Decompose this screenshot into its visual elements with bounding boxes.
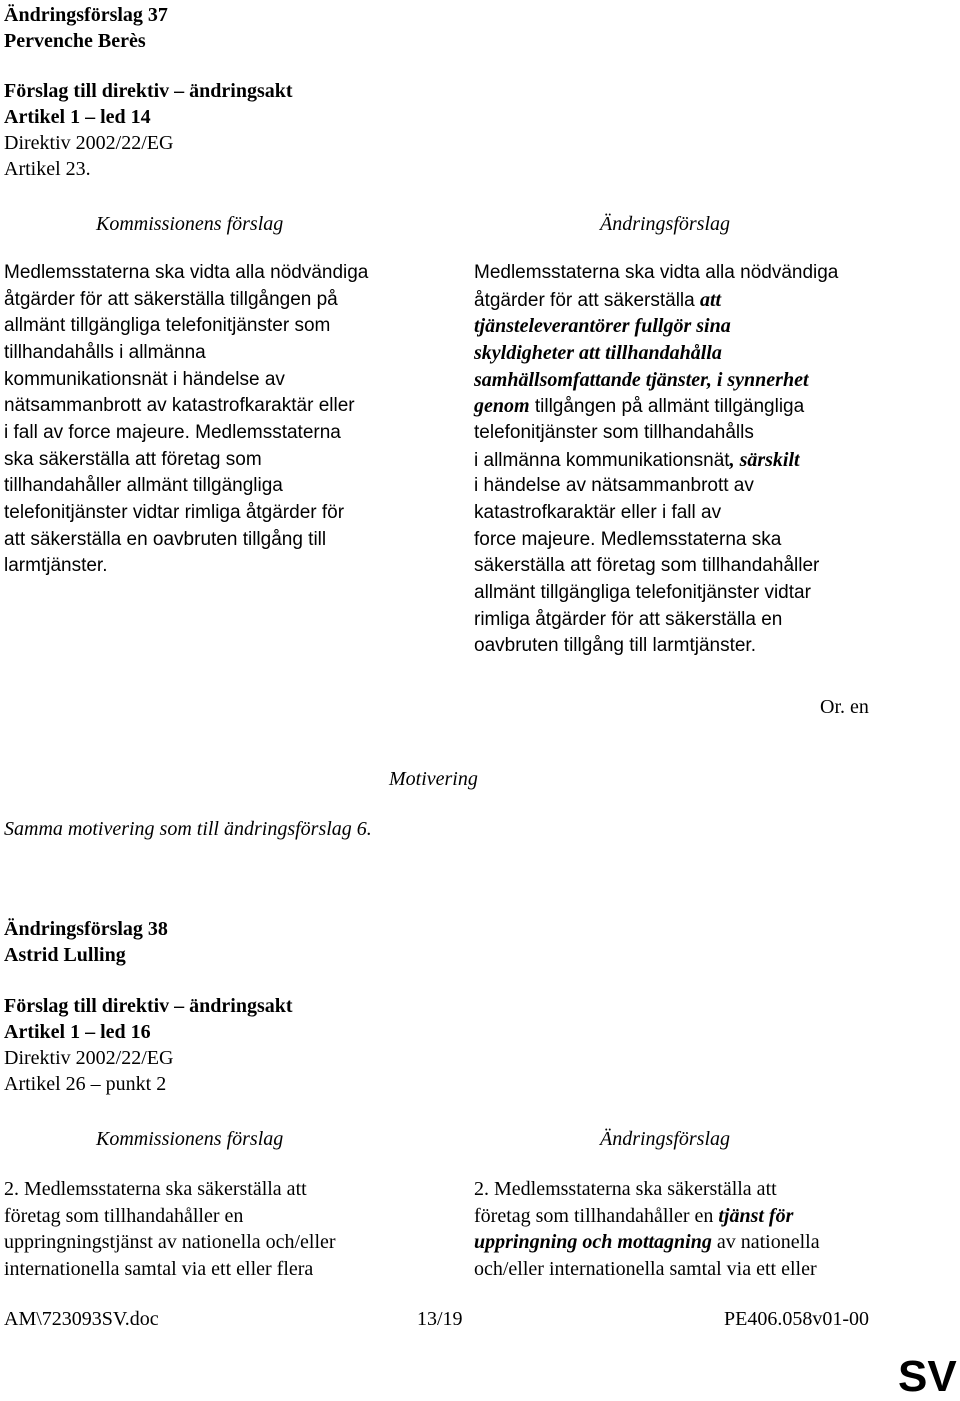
text-line: Medlemsstaterna ska vidta alla nödvändiga (474, 262, 839, 283)
text-line: allmänt tillgängliga telefonitjänster vidtar (474, 582, 811, 603)
text-line: säkerställa att företag som tillhandahåller (474, 555, 820, 576)
reference-line: Artikel 1 – led 14 (4, 106, 151, 128)
text-line: nätsammanbrott av katastrofkaraktär eller (4, 395, 355, 416)
reference-line: Artikel 26 – punkt 2 (4, 1073, 167, 1095)
amended-text: genom (474, 395, 530, 417)
text-segment: tillgången på allmänt tillgängliga (529, 396, 805, 417)
column-heading-amendment: Ändringsförslag (600, 1128, 731, 1150)
text-line: och/eller internationella samtal via ett eller (474, 1258, 817, 1280)
pe-reference: PE406.058v01-00 (724, 1308, 869, 1330)
text-line: tillhandahåller allmänt tillgängliga (4, 475, 283, 496)
amendment-author: Astrid Lulling (4, 944, 126, 966)
justification-text: Samma motivering som till ändringsförslag 6. (4, 818, 372, 840)
text-line: larmtjänster. (4, 555, 108, 576)
amended-text: att (700, 289, 722, 311)
amendment-title: Ändringsförslag 37 (4, 4, 168, 26)
page-number: 13/19 (417, 1308, 463, 1330)
amended-text: tjänsteleverantörer fullgör sina (474, 315, 731, 337)
reference-line: Direktiv 2002/22/EG (4, 132, 174, 154)
text-segment: åtgärder för att säkerställa (474, 290, 700, 311)
text-line: 2. Medlemsstaterna ska säkerställa att (4, 1178, 307, 1200)
text-line: i händelse av nätsammanbrott av (474, 475, 754, 496)
amendment-author: Pervenche Berès (4, 30, 146, 52)
text-line: att säkerställa en oavbruten tillgång till (4, 529, 327, 550)
text-line: katastrofkaraktär eller i fall av (474, 502, 722, 523)
reference-line: Artikel 23. (4, 158, 91, 180)
text-line: telefonitjänster som tillhandahålls (474, 422, 754, 443)
text-line (474, 287, 721, 314)
text-line: åtgärder för att säkerställa tillgången på (4, 289, 338, 310)
justification-heading: Motivering (389, 768, 478, 790)
text-line: tillhandahålls i allmänna (4, 342, 206, 363)
amended-text: samhällsomfattande tjänster, i synnerhet (474, 369, 809, 391)
text-line: oavbruten tillgång till larmtjänster. (474, 635, 756, 656)
reference-line: Direktiv 2002/22/EG (4, 1047, 174, 1069)
text-line: uppringningstjänst av nationella och/eller (4, 1231, 336, 1253)
reference-line: Förslag till direktiv – ändringsakt (4, 995, 293, 1017)
text-line: rimliga åtgärder för att säkerställa en (474, 609, 783, 630)
column-heading-amendment: Ändringsförslag (600, 213, 731, 235)
text-line (474, 447, 800, 474)
document-reference: AM\723093SV.doc (4, 1308, 159, 1330)
reference-line: Förslag till direktiv – ändringsakt (4, 80, 293, 102)
text-line: force majeure. Medlemsstaterna ska (474, 529, 782, 550)
amended-text: skyldigheter att tillhandahålla (474, 342, 722, 364)
text-segment: av nationella (711, 1231, 820, 1253)
text-line: telefonitjänster vidtar rimliga åtgärder för (4, 502, 345, 523)
page-footer (0, 1308, 960, 1338)
text-line: internationella samtal via ett eller flera (4, 1258, 314, 1280)
text-line: Medlemsstaterna ska vidta alla nödvändiga (4, 262, 369, 283)
text-line: allmänt tillgängliga telefonitjänster som (4, 315, 331, 336)
reference-line: Artikel 1 – led 16 (4, 1021, 151, 1043)
original-language: Or. en (820, 696, 869, 718)
amendment-title: Ändringsförslag 38 (4, 918, 168, 940)
text-line (474, 1229, 820, 1255)
text-line: i fall av force majeure. Medlemsstaterna (4, 422, 341, 443)
column-heading-commission: Kommissionens förslag (96, 1128, 284, 1150)
column-heading-commission: Kommissionens förslag (96, 213, 284, 235)
text-segment: företag som tillhandahåller en (474, 1205, 719, 1227)
text-line: 2. Medlemsstaterna ska säkerställa att (474, 1178, 777, 1200)
amended-text: , särskilt (729, 449, 800, 471)
text-line (474, 1203, 793, 1229)
amended-text: uppringning och mottagning (474, 1231, 712, 1253)
text-line: företag som tillhandahåller en (4, 1205, 244, 1227)
text-line: kommunikationsnät i händelse av (4, 369, 285, 390)
text-segment: i allmänna kommunikationsnät (474, 450, 730, 471)
text-line: ska säkerställa att företag som (4, 449, 262, 470)
text-line (474, 393, 804, 420)
language-code: SV (898, 1352, 957, 1401)
amended-text: tjänst för (718, 1205, 794, 1227)
